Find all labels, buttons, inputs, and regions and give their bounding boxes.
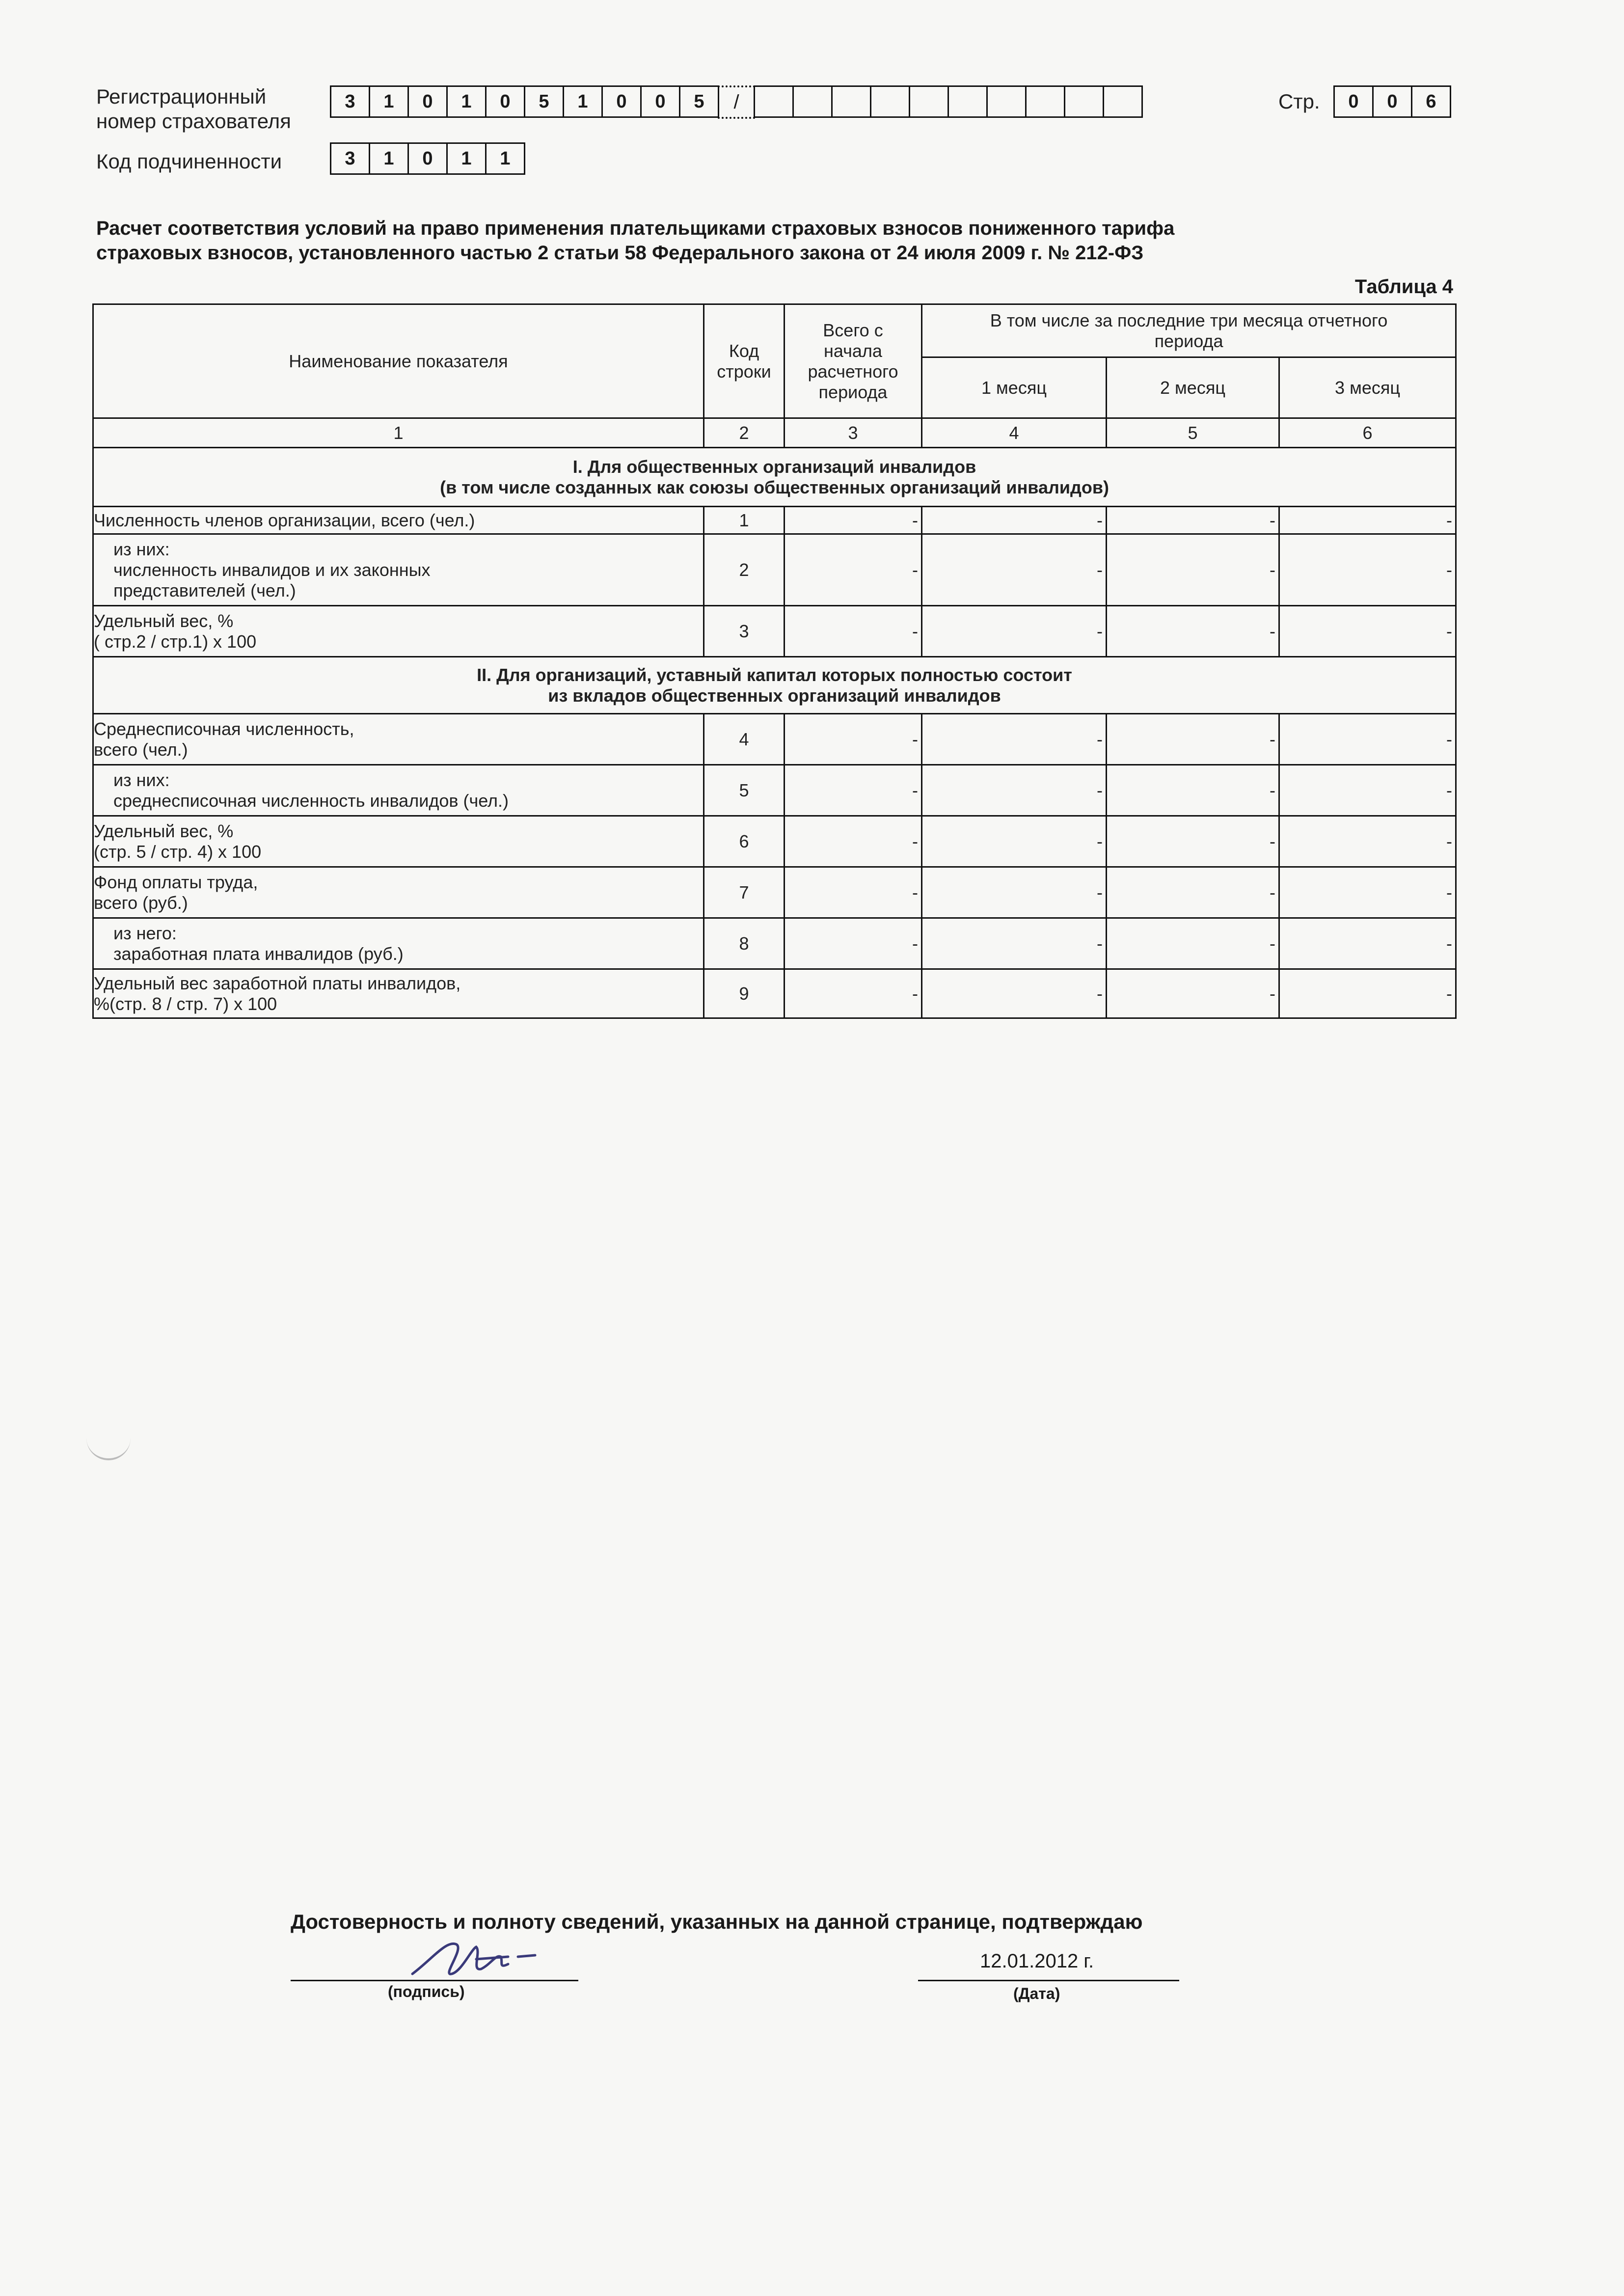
row-label bbox=[93, 534, 704, 606]
col-header-month2: 2 месяц bbox=[1107, 357, 1279, 418]
page-digit: 6 bbox=[1411, 85, 1451, 118]
row-value: - bbox=[785, 816, 922, 867]
table-row bbox=[93, 867, 1456, 918]
row-label-text: всего (чел.) bbox=[94, 739, 188, 760]
row-value: - bbox=[1107, 969, 1279, 1018]
reg-number-field bbox=[330, 85, 1143, 117]
section-2-line1: II. Для организаций, уставный капитал которых полностью состоит bbox=[477, 664, 1072, 685]
row-label-text: численность инвалидов и их законных bbox=[113, 559, 431, 580]
sub-digit: 0 bbox=[407, 142, 448, 175]
row-value: - bbox=[922, 765, 1107, 816]
row-label-text: из него: bbox=[113, 923, 177, 943]
reg-empty-cell bbox=[754, 85, 794, 118]
row-value: - bbox=[1279, 969, 1456, 1018]
reg-empty-cell bbox=[870, 85, 910, 118]
signature-scribble bbox=[403, 1930, 550, 1984]
reg-empty-cell bbox=[1064, 85, 1104, 118]
row-value: - bbox=[785, 765, 922, 816]
row-label bbox=[93, 816, 704, 867]
sub-digit: 1 bbox=[446, 142, 487, 175]
reg-number-label bbox=[96, 84, 291, 134]
reg-slash: / bbox=[718, 85, 755, 119]
row-value: - bbox=[1279, 867, 1456, 918]
section-1-line1: I. Для общественных организаций инвалидов bbox=[572, 456, 976, 477]
row-value: - bbox=[1279, 816, 1456, 867]
row-label-text: из них: bbox=[113, 539, 170, 559]
reg-digit: 0 bbox=[601, 85, 642, 118]
row-label-text: из них: bbox=[113, 769, 170, 790]
col-number: 2 bbox=[704, 418, 785, 448]
reg-digit: 0 bbox=[485, 85, 525, 118]
row-code: 6 bbox=[704, 816, 785, 867]
row-value: - bbox=[1107, 816, 1279, 867]
reg-empty-cell bbox=[831, 85, 871, 118]
row-value: - bbox=[785, 534, 922, 606]
row-value: - bbox=[922, 534, 1107, 606]
col-number: 6 bbox=[1279, 418, 1456, 448]
row-value: - bbox=[785, 969, 922, 1018]
row-value: - bbox=[1279, 765, 1456, 816]
row-value: - bbox=[1107, 606, 1279, 657]
row-label bbox=[93, 918, 704, 969]
row-value: - bbox=[785, 714, 922, 765]
row-value: - bbox=[1107, 714, 1279, 765]
row-label bbox=[93, 765, 704, 816]
row-value: - bbox=[922, 714, 1107, 765]
page-digit: 0 bbox=[1333, 85, 1374, 118]
row-value: - bbox=[1107, 918, 1279, 969]
row-label-text: заработная плата инвалидов (руб.) bbox=[113, 943, 404, 964]
row-label-text: Удельный вес заработной платы инвалидов, bbox=[94, 973, 461, 993]
row-value: - bbox=[922, 918, 1107, 969]
col-header-code: Код строки bbox=[704, 304, 785, 418]
section-2-line2: из вкладов общественных организаций инвалидов bbox=[548, 685, 1001, 706]
col-header-month1: 1 месяц bbox=[922, 357, 1107, 418]
signature-label: (подпись) bbox=[388, 1983, 465, 2000]
date-line bbox=[918, 1980, 1179, 1981]
reg-label-line1: Регистрационный bbox=[96, 85, 267, 108]
row-value: - bbox=[1279, 714, 1456, 765]
reg-empty-cell bbox=[947, 85, 988, 118]
row-value: - bbox=[1279, 507, 1456, 534]
row-value: - bbox=[1107, 765, 1279, 816]
row-label-text: Численность членов организации, всего (чел.) bbox=[94, 510, 475, 530]
date-value: 12.01.2012 г. bbox=[980, 1950, 1094, 1972]
reg-digit: 1 bbox=[446, 85, 487, 118]
row-value: - bbox=[922, 867, 1107, 918]
row-label bbox=[93, 867, 704, 918]
row-value: - bbox=[922, 816, 1107, 867]
row-value: - bbox=[1279, 534, 1456, 606]
row-value: - bbox=[1279, 606, 1456, 657]
row-code: 7 bbox=[704, 867, 785, 918]
table-number: Таблица 4 bbox=[1354, 276, 1453, 298]
row-label-text: %(стр. 8 / стр. 7) х 100 bbox=[94, 993, 277, 1014]
section-1-header bbox=[93, 448, 1456, 507]
row-label-text: Удельный вес, % bbox=[94, 610, 234, 631]
row-label bbox=[93, 714, 704, 765]
punch-hole-mark bbox=[86, 1424, 131, 1460]
table-row bbox=[93, 606, 1456, 657]
reg-digit: 3 bbox=[330, 85, 370, 118]
row-value: - bbox=[922, 507, 1107, 534]
section-1-line2: (в том числе созданных как союзы общественных организаций инвалидов) bbox=[440, 477, 1109, 497]
row-value: - bbox=[1107, 534, 1279, 606]
row-code: 1 bbox=[704, 507, 785, 534]
reg-empty-cell bbox=[1103, 85, 1143, 118]
row-value: - bbox=[922, 606, 1107, 657]
table-row bbox=[93, 765, 1456, 816]
row-label-text: ( стр.2 / стр.1) х 100 bbox=[94, 631, 257, 652]
row-value: - bbox=[785, 507, 922, 534]
reg-digit: 1 bbox=[563, 85, 603, 118]
row-label-text: среднесписочная численность инвалидов (чел.) bbox=[113, 790, 509, 811]
confirmation-text: Достоверность и полноту сведений, указанных на данной странице, подтверждаю bbox=[291, 1910, 1143, 1933]
reg-empty-cell bbox=[986, 85, 1027, 118]
table-row bbox=[93, 507, 1456, 534]
form-title bbox=[96, 216, 1461, 265]
date-label: (Дата) bbox=[1013, 1985, 1060, 2002]
sub-digit: 3 bbox=[330, 142, 370, 175]
row-value: - bbox=[785, 918, 922, 969]
row-label-text: представителей (чел.) bbox=[113, 580, 296, 601]
col-number: 5 bbox=[1107, 418, 1279, 448]
reg-empty-cell bbox=[792, 85, 833, 118]
sub-digit: 1 bbox=[369, 142, 409, 175]
signature-line bbox=[291, 1980, 578, 1981]
row-label bbox=[93, 606, 704, 657]
sub-digit: 1 bbox=[485, 142, 525, 175]
row-value: - bbox=[785, 867, 922, 918]
row-value: - bbox=[1279, 918, 1456, 969]
indicators-table bbox=[92, 303, 1457, 1019]
row-label-text: Удельный вес, % bbox=[94, 820, 234, 841]
row-code: 5 bbox=[704, 765, 785, 816]
row-label bbox=[93, 969, 704, 1018]
reg-digit: 5 bbox=[679, 85, 719, 118]
table-row bbox=[93, 816, 1456, 867]
col-number: 3 bbox=[785, 418, 922, 448]
row-label bbox=[93, 507, 704, 534]
row-label-text: всего (руб.) bbox=[94, 892, 188, 913]
reg-digit: 5 bbox=[524, 85, 564, 118]
col-header-group: В том числе за последние три месяца отчетного периода bbox=[922, 304, 1456, 357]
title-line2: страховых взносов, установленного частью 2 статьи 58 Федерального закона от 24 июля 2009 г. № 212-ФЗ bbox=[96, 242, 1144, 264]
row-label-text: Фонд оплаты труда, bbox=[94, 872, 258, 892]
col-header-month3: 3 месяц bbox=[1279, 357, 1456, 418]
sub-code-label: Код подчиненности bbox=[96, 150, 282, 173]
reg-label-line2: номер страхователя bbox=[96, 109, 291, 133]
reg-digit: 0 bbox=[407, 85, 448, 118]
row-value: - bbox=[1107, 507, 1279, 534]
sub-code-field bbox=[330, 142, 525, 174]
title-line1: Расчет соответствия условий на право применения плательщиками страховых взносов пониженного тарифа bbox=[96, 218, 1175, 239]
reg-empty-cell bbox=[909, 85, 949, 118]
row-code: 8 bbox=[704, 918, 785, 969]
row-code: 4 bbox=[704, 714, 785, 765]
reg-digit: 1 bbox=[369, 85, 409, 118]
row-value: - bbox=[1107, 867, 1279, 918]
page-number-field bbox=[1333, 85, 1451, 117]
table-row bbox=[93, 918, 1456, 969]
row-code: 9 bbox=[704, 969, 785, 1018]
table-row bbox=[93, 714, 1456, 765]
numbering-row bbox=[93, 418, 1456, 448]
row-label-text: Среднесписочная численность, bbox=[94, 718, 354, 739]
table-row bbox=[93, 534, 1456, 606]
col-number: 1 bbox=[93, 418, 704, 448]
col-number: 4 bbox=[922, 418, 1107, 448]
page-digit: 0 bbox=[1372, 85, 1412, 118]
table-row bbox=[93, 969, 1456, 1018]
reg-digit: 0 bbox=[640, 85, 680, 118]
col-header-total: Всего с начала расчетного периода bbox=[785, 304, 922, 418]
row-value: - bbox=[922, 969, 1107, 1018]
row-code: 2 bbox=[704, 534, 785, 606]
row-label-text: (стр. 5 / стр. 4) х 100 bbox=[94, 841, 262, 862]
section-2-header bbox=[93, 657, 1456, 714]
row-value: - bbox=[785, 606, 922, 657]
col-header-name: Наименование показателя bbox=[93, 304, 704, 418]
reg-empty-cell bbox=[1025, 85, 1065, 118]
row-code: 3 bbox=[704, 606, 785, 657]
page-label: Стр. bbox=[1278, 90, 1320, 113]
